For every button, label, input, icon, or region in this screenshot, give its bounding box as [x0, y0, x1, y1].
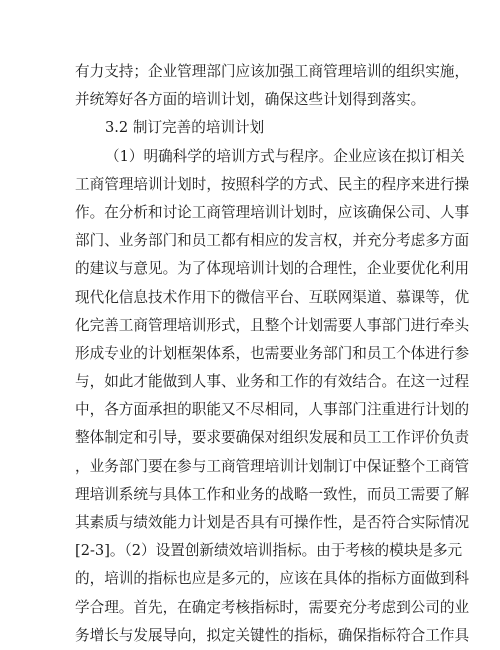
text-line: 与，如此才能做到人事、业务和工作的有效结合。在这一过程 — [75, 373, 470, 391]
text-line: 工商管理培训计划时，按照科学的方式、民主的程序来进行操 — [75, 175, 470, 193]
text-line: 整体制定和引导，要求要确保对组织发展和员工工作评价负责 — [75, 429, 470, 447]
text-line: 现代化信息技术作用下的微信平台、互联网渠道、慕课等，优 — [75, 288, 470, 306]
text-line: 中，各方面承担的职能又不尽相同，人事部门注重进行计划的 — [75, 401, 470, 419]
text-line: 理培训系统与具体工作和业务的战略一致性，而员工需要了解 — [75, 485, 470, 503]
text-line: ，业务部门要在参与工商管理培训计划制订中保证整个工商管 — [75, 457, 470, 475]
paragraph-main — [75, 143, 470, 650]
text-line: 作。在分析和讨论工商管理培训计划时，应该确保公司、人事 — [75, 203, 470, 221]
text-line: 其素质与绩效能力计划是否具有可操作性，是否符合实际情况 — [75, 514, 470, 531]
text-line: （1）明确科学的培训方式与程序。企业应该在拟订相关 — [105, 147, 465, 165]
text-line: 并统筹好各方面的培训计划，确保这些计划得到落实。 — [75, 91, 426, 109]
text-line: 务增长与发展导向，拟定关键性的指标，确保指标符合工作具 — [75, 626, 470, 644]
text-line: 化完善工商管理培训形式，且整个计划需要人事部门进行牵头 — [75, 316, 470, 334]
text-line: 学合理。首先，在确定考核指标时，需要充分考虑到公司的业 — [75, 598, 470, 616]
text-line: 部门、业务部门和员工都有相应的发言权，并充分考虑多方面 — [75, 232, 470, 250]
text-line: 的建议与意见。为了体现培训计划的合理性，企业要优化利用 — [75, 260, 470, 278]
paragraph-top — [75, 58, 470, 114]
document-page — [75, 58, 470, 650]
text-line: 的，培训的指标也应是多元的，应该在具体的指标方面做到科 — [75, 570, 470, 588]
section-heading: 3.2 制订完善的培训计划 — [105, 119, 265, 137]
text-line: 形成专业的计划框架体系，也需要业务部门和员工个体进行参 — [75, 344, 470, 362]
text-line: [2-3]。（2）设置创新绩效培训指标。由于考核的模块是多元 — [75, 542, 463, 560]
text-line: 有力支持；企业管理部门应该加强工商管理培训的组织实施， — [75, 63, 470, 80]
